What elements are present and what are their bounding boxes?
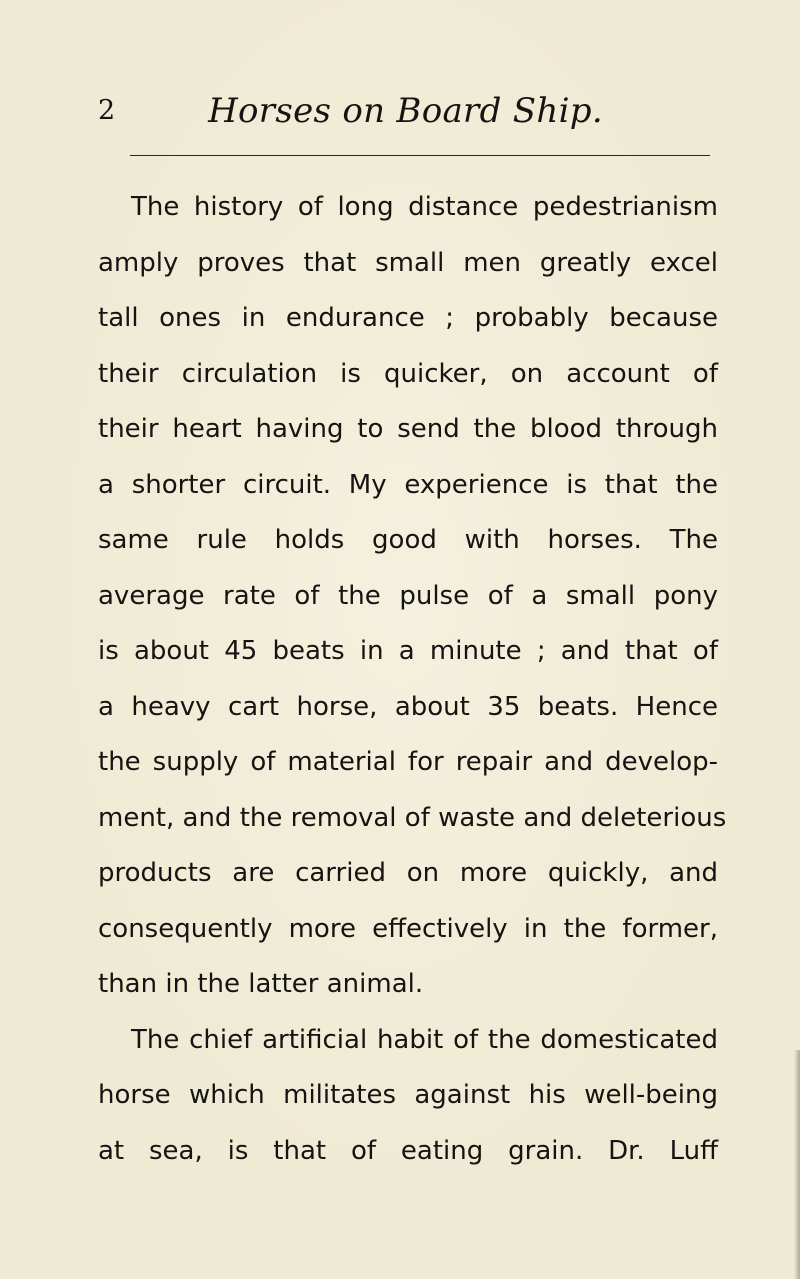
body-text: [98, 180, 727, 1179]
text-line: The chief artificial habit of the domesticated: [131, 1024, 718, 1055]
text-line: ment, and the removal of waste and deleterious: [98, 802, 727, 833]
page-number: 2: [98, 95, 116, 126]
text-line: The history of long distance pedestrianism: [131, 192, 718, 222]
text-line: same rule holds good with horses. The: [98, 525, 718, 555]
header-rule: [130, 155, 710, 156]
text-line: horse which militates against his well-being: [98, 1080, 718, 1110]
text-line: than in the latter animal.: [98, 969, 424, 999]
paragraph-1: [98, 180, 727, 1013]
running-title: Horses on Board Ship.: [208, 91, 603, 131]
text-line: amply proves that small men greatly excel: [98, 247, 718, 278]
text-line: the supply of material for repair and develop-: [98, 747, 718, 777]
text-line: products are carried on more quickly, and: [98, 858, 718, 888]
page-header: [98, 92, 713, 140]
text-line: tall ones in endurance ; probably because: [98, 303, 718, 333]
text-line: at sea, is that of eating grain. Dr. Luff: [98, 1135, 718, 1166]
text-line: their heart having to send the blood through: [98, 414, 718, 444]
page-edge-shadow: [794, 1050, 800, 1279]
text-line: consequently more effectively in the former,: [98, 913, 718, 944]
paragraph-2: [98, 1013, 718, 1180]
text-line: a heavy cart horse, about 35 beats. Hence: [98, 691, 718, 722]
text-line: a shorter circuit. My experience is that the: [98, 469, 718, 500]
text-line: is about 45 beats in a minute ; and that of: [98, 636, 718, 666]
text-line: average rate of the pulse of a small pony: [98, 580, 718, 611]
text-line: their circulation is quicker, on account of: [98, 358, 718, 389]
